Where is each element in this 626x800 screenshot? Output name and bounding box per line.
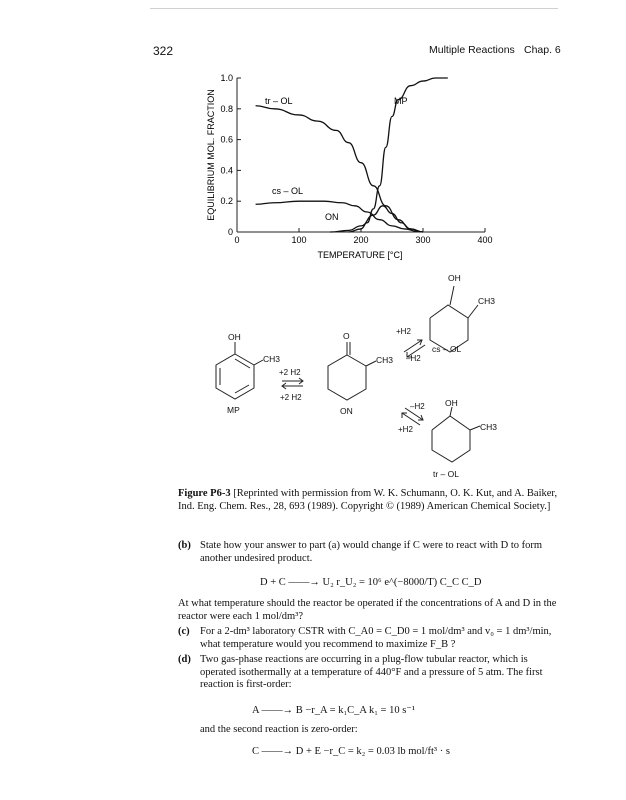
series-label-cs-ol: cs – OL xyxy=(272,186,304,196)
x-tick-label: 100 xyxy=(291,235,307,245)
problem-d-equation-2: C ——→ D + E −r_C = k₂ = 0.03 lb mol/ft³ · s xyxy=(252,746,450,757)
mp-on-arrows xyxy=(282,378,303,389)
y-tick-label: 0.8 xyxy=(220,103,233,114)
cs-ol-molecule xyxy=(430,286,478,352)
figure-caption xyxy=(178,488,558,513)
x-tick-label: 400 xyxy=(477,235,493,245)
problem-b-text: State how your answer to part (a) would change if C were to react with D to form another undesired product. xyxy=(200,540,543,564)
problem-b-label: (b) xyxy=(178,540,191,551)
problem-c-label: (c) xyxy=(178,626,190,637)
x-tick-label: 300 xyxy=(415,235,431,245)
on-label: ON xyxy=(340,406,353,416)
series-line-0 xyxy=(256,106,423,232)
problem-d-text: Two gas-phase reactions are occurring in a plug-flow tubular reactor, which is operated isothermally at a temperature of 440°F and a pressure of 5 atm. The first reaction is first-order: xyxy=(200,654,543,690)
mp-ch3-label: CH3 xyxy=(263,354,281,364)
problem-d-text-2: and the second reaction is zero-order: xyxy=(200,724,358,735)
problem-d-label: (d) xyxy=(178,654,191,665)
y-tick-label: 0.2 xyxy=(220,196,233,207)
tr-oh-label: OH xyxy=(445,398,458,408)
y-tick-label: 0 xyxy=(227,227,233,237)
caption-label: Figure P6-3 xyxy=(178,488,231,499)
on-cs-plus-label: +H2 xyxy=(396,327,411,336)
cs-ch3-label: CH3 xyxy=(478,296,496,306)
on-tr-minus-label: –H2 xyxy=(410,402,425,411)
reaction-scheme xyxy=(216,273,497,479)
mp-label: MP xyxy=(227,405,240,415)
tr-ol-molecule xyxy=(432,407,480,462)
problem-b-equation: D + C ——→ U₂ r_U₂ = 10⁶ e^(−8000/T) C_C C_D xyxy=(260,577,482,588)
series-label-mp: MP xyxy=(394,96,408,106)
y-tick-label: 0.6 xyxy=(220,134,233,145)
page-number: 322 xyxy=(153,44,174,58)
equilibrium-chart xyxy=(206,73,493,260)
x-tick-label: 200 xyxy=(353,235,369,245)
on-o-label: O xyxy=(343,331,350,341)
series-label-tr-ol: tr – OL xyxy=(265,96,293,106)
problem-b-question: At what temperature should the reactor be operated if the concentrations of A and D in the reactor were each 1 mol/dm³? xyxy=(178,598,557,622)
y-tick-label: 0.4 xyxy=(220,165,233,176)
on-molecule xyxy=(328,342,376,400)
series-label-on: ON xyxy=(325,212,339,222)
mp-on-lower-label: +2 H2 xyxy=(280,393,302,402)
cs-ol-label: cs – OL xyxy=(432,344,462,354)
series-line-2 xyxy=(256,201,423,232)
caption-text: [Reprinted with permission from W. K. Schumann, O. K. Kut, and A. Baiker, Ind. Eng. Chem. Res., 28, 693 (1989). Copyright © (1989) American Chemical Society.] xyxy=(178,488,558,512)
on-cs-minus-label: –H2 xyxy=(406,354,421,363)
on-tr-plus-label: +H2 xyxy=(398,425,413,434)
y-axis-label: EQUILIBRIUM MOL. FRACTION xyxy=(206,89,216,221)
problem-c-text: For a 2-dm³ laboratory CSTR with C_A0 = C_D0 = 1 mol/dm³ and v₀ = 1 dm³/min, what temperature would you recommend to maximize F_B ? xyxy=(200,626,552,650)
mp-molecule xyxy=(216,342,263,399)
x-tick-label: 0 xyxy=(234,235,240,245)
mp-oh-label: OH xyxy=(228,332,241,342)
chapter-label: Chap. 6 xyxy=(524,44,561,56)
x-axis-label: TEMPERATURE [°C] xyxy=(317,250,403,260)
tr-ol-label: tr – OL xyxy=(433,469,459,479)
y-tick-label: 1.0 xyxy=(220,73,233,83)
mp-on-upper-label: +2 H2 xyxy=(279,368,301,377)
tr-ch3-label: CH3 xyxy=(480,422,498,432)
running-title: Multiple Reactions xyxy=(429,44,515,56)
cs-oh-label: OH xyxy=(448,273,461,283)
on-ch3-label: CH3 xyxy=(376,355,394,365)
problem-d-equation-1: A ——→ B −r_A = k₁C_A k₁ = 10 s⁻¹ xyxy=(252,705,416,716)
